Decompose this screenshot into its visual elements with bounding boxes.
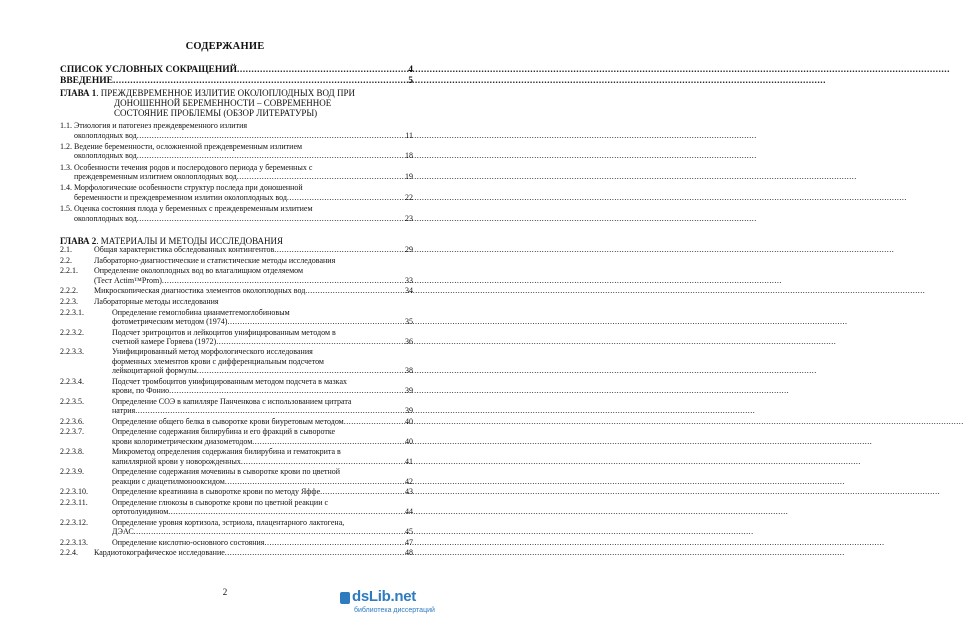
toc-entry[interactable] [60,163,413,182]
toc-entry-number: 1.1. [60,121,72,130]
toc-entry[interactable] [60,297,413,307]
toc-entry-introduction[interactable] [60,76,413,87]
toc-entry-text: Определение содержания мочевины в сыворотке крови по цветной [112,467,341,477]
leader-dots [274,245,404,255]
toc-entry-number: 2.2.3.2. [60,327,84,337]
toc-page-number: 19 [405,172,413,182]
toc-entry-text: Определение креатинина в сыворотке крови по методу Яффе [112,487,321,497]
toc-entry[interactable] [60,498,413,517]
page-title: СОДЕРЖАНИЕ [185,41,265,52]
toc-entry[interactable] [60,397,413,416]
toc-page-number: 29 [405,245,413,254]
toc-entry-number: 2.2.3.6. [60,416,84,426]
toc-entry-number: 2.2.3.1. [60,307,84,317]
toc-entry[interactable] [60,142,413,161]
toc-page-number: 5 [408,76,413,86]
leader-dots [241,457,404,467]
toc-page-number: 34 [405,286,413,296]
chapter-1-heading[interactable] [60,88,420,118]
toc-page-number: 45 [405,527,413,537]
toc-entry-number: 1.3. [60,162,72,172]
toc-entry-text: СПИСОК УСЛОВНЫХ СОКРАЩЕНИЙ [60,65,238,75]
toc-entry-text: околоплодных вод [74,213,137,223]
leader-dots [134,527,404,537]
toc-entry-text: лейкоцитарной формулы [112,366,197,376]
toc-entry-text: Унифицированный метод морфологического исследования [112,347,313,357]
toc-entry-number: 2.2.2. [60,286,78,296]
leader-dots [305,286,404,296]
leader-dots [137,214,404,224]
toc-entry-number: 1.5. [60,204,72,214]
toc-entry[interactable] [60,427,413,446]
toc-entry-text: Морфологические особенности структур последа при доношенной [74,183,303,193]
leader-dots [264,538,404,548]
toc-entry-text: ВВЕДЕНИЕ [60,76,113,86]
watermark-site: dsLib.net [352,588,416,605]
toc-entry-number: 2.2.3.8. [60,447,84,457]
watermark-subtitle: библиотека диссертаций [354,607,435,614]
toc-entry[interactable] [60,467,413,486]
toc-entry-text: Общая характеристика обследованных контингентов [94,245,275,254]
toc-page-number: 35 [405,317,413,327]
leader-dots [287,193,404,203]
leader-dots [252,437,404,447]
toc-page-number: 36 [405,337,413,346]
toc-entry-text: реакции с диацетилмонооксидом [112,476,225,486]
leader-dots [197,366,404,376]
toc-entry-text: Определение общего белка в сыворотке крови биуретовым методом [112,416,344,426]
toc-entry-number: 2.2.3.13. [60,537,88,547]
toc-entry[interactable] [60,245,413,255]
toc-entry[interactable] [60,347,413,376]
chapter-title: . МАТЕРИАЛЫ И МЕТОДЫ ИССЛЕДОВАНИЯ [96,236,284,246]
leader-dots [137,131,405,141]
leader-dots [225,548,404,558]
toc-entry[interactable] [60,487,413,497]
leader-dots [225,477,404,487]
toc-entry-number: 2.2.3.4. [60,376,84,386]
toc-entry-number: 1.2. [60,141,72,151]
toc-entry-text: форменных элементов крови с дифференциальным подсчетом [112,356,324,366]
toc-entry-text: околоплодных вод [74,151,137,161]
toc-entry[interactable] [60,538,413,548]
toc-entry[interactable] [60,417,413,427]
page-number: 2 [222,587,228,597]
toc-entry-text: натрия [112,406,136,416]
toc-entry-text: Определение околоплодных вод во влагалищном отделяемом [94,266,304,276]
toc-entry[interactable] [60,121,413,140]
toc-entry-text: Лабораторные методы исследования [94,296,219,306]
toc-entry-number: 1.4. [60,183,72,193]
toc-page-number: 4 [408,65,413,75]
toc-entry-number: 2.2.3. [60,296,78,306]
toc-page-number: 22 [405,192,413,202]
toc-entry-text: Подсчет тромбоцитов унифицированным методом подсчета в мазках [112,376,347,386]
toc-entry-text: преждевременным излитием околоплодных вод [74,172,237,182]
toc-entry-text: Кардиотокографическое исследование [94,548,225,558]
toc-page-number: 40 [405,436,413,446]
toc-entry-number: 2.2.4. [60,548,78,558]
toc-entry-text: Лабораторно-диагностические и статистические методы исследования [94,255,336,265]
toc-entry[interactable] [60,183,413,202]
toc-page-number: 41 [405,456,413,466]
toc-entry-number: 2.2.1. [60,266,78,276]
leader-dots [344,417,404,427]
toc-entry-text: счетной камере Горяева (1972) [112,337,217,346]
toc-entry[interactable] [60,328,413,347]
toc-entry-number: 2.2.3.7. [60,427,84,437]
leader-dots [237,172,404,182]
leader-dots [216,337,404,347]
leader-dots [227,317,404,327]
toc-entry-text: Определение СОЭ в капилляре Панченкова с использованием цитрата [112,396,352,406]
leader-dots [168,507,404,517]
document-page [0,0,450,619]
toc-entry[interactable] [60,266,413,285]
toc-page-number: 40 [405,416,413,426]
chapter-label: ГЛАВА 1 [60,88,97,98]
toc-page-number: 23 [405,213,413,223]
toc-entry-text: фотометрическим методом (1974) [112,317,228,327]
toc-entry-text: Оценка состояния плода у беременных с преждевременным излитием [74,204,313,214]
leader-dots [169,386,404,396]
chapter-title-line: . ПРЕЖДЕВРЕМЕННОЕ ИЗЛИТИЕ ОКОЛОПЛОДНЫХ ВОД ПРИ [96,88,355,98]
toc-page-number: 48 [405,548,413,558]
toc-entry-text: капиллярной крови у новорожденных [112,456,241,466]
chapter-label: ГЛАВА 2 [60,236,97,246]
toc-entry-number: 2.2.3.3. [60,347,84,357]
toc-entry[interactable] [60,256,413,266]
toc-page-number: 38 [405,366,413,376]
toc-entry-number: 2.2.3.12. [60,517,88,527]
toc-entry-text: крови колориметрическим диазометодом [112,436,253,446]
toc-entry-number: 2.1. [60,245,72,254]
toc-entry-text: Определение глюкозы в сыворотке крови по цветной реакции с [112,497,329,507]
toc-entry-text: околоплодных вод [74,130,137,140]
toc-entry-number: 2.2.3.10. [60,487,88,497]
chapter-title-line: ДОНОШЕННОЙ БЕРЕМЕННОСТИ – СОВРЕМЕННОЕ [114,98,332,108]
toc-entry[interactable] [60,377,413,396]
toc-entry-text: Микроскопическая диагностика элементов околоплодных вод [94,286,306,296]
toc-page-number: 39 [405,406,413,416]
toc-entry-abbreviations[interactable] [60,65,413,76]
toc-entry[interactable] [60,518,413,537]
toc-entry-text: Этиология и патогенез преждевременного излития [74,121,248,130]
dslib-logo-icon [340,592,350,604]
chapter-title-line: СОСТОЯНИЕ ПРОБЛЕМЫ (ОБЗОР ЛИТЕРАТУРЫ) [114,108,318,118]
toc-entry[interactable] [60,447,413,466]
toc-page-number: 39 [405,386,413,396]
leader-dots [237,65,407,76]
toc-entry[interactable] [60,308,413,327]
leader-dots [113,76,407,87]
toc-entry-text: беременности и преждевременном излитии околоплодных вод [74,192,287,202]
toc-entry-text: Определение уровня кортизола, эстриола, плацентарного лактогена, [112,517,345,527]
toc-entry-number: 2.2.3.11. [60,497,88,507]
toc-entry-number: 2.2. [60,255,72,265]
leader-dots [137,151,404,161]
leader-dots [135,406,404,416]
toc-page-number: 47 [405,537,413,547]
toc-page-number: 43 [405,487,413,497]
toc-entry-text: Микрометод определения содержания билирубина и гематокрита в [112,447,341,457]
toc-entry-text: (Тест Actim™Prom) [94,275,162,285]
toc-entry-text: Особенности течения родов и послеродового периода у беременных с [74,162,313,172]
toc-entry-number: 2.2.3.5. [60,396,84,406]
leader-dots [320,487,404,497]
toc-entry-text: Определение гемоглобина цианметгемоглобиновым [112,307,290,317]
toc-page-number: 33 [405,275,413,285]
watermark-logo [340,590,450,619]
toc-entry[interactable] [60,286,413,296]
toc-entry-text: крови, по Фонио [112,386,170,396]
toc-entry-text: Определение кислотно-основного состояния [112,537,265,547]
toc-entry-text: Ведение беременности, осложненной преждевременным излитием [74,141,303,151]
toc-entry-text: Подсчет эритроцитов и лейкоцитов унифицированным методом в [112,327,336,337]
toc-page-number: 44 [405,507,413,517]
toc-entry-text: ДЭАС [112,527,134,537]
toc-entry[interactable] [60,548,413,558]
toc-page-number: 11 [405,130,413,140]
toc-page-number: 18 [405,151,413,161]
toc-entry-text: ортотолуидином [112,507,169,517]
toc-page-number: 42 [405,476,413,486]
leader-dots [162,276,404,286]
toc-entry[interactable] [60,204,413,223]
toc-entry-number: 2.2.3.9. [60,467,84,477]
toc-entry-text: Определение содержания билирубина и его фракций в сыворотке [112,427,336,437]
